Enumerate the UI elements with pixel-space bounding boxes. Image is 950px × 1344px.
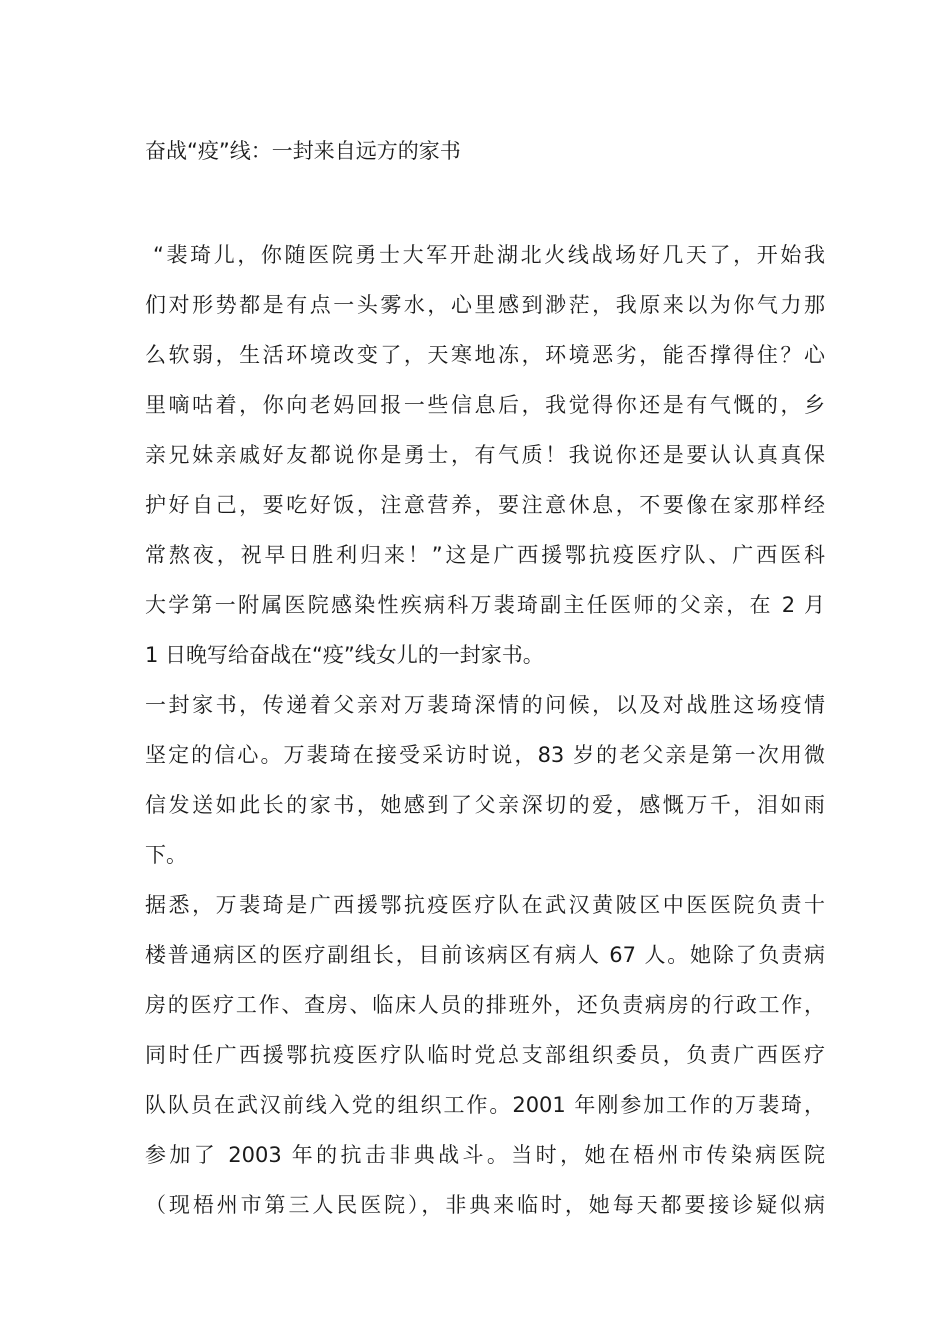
text-line: （现梧州市第三人民医院），非典来临时，她每天都要接诊疑似病 (145, 1193, 825, 1217)
text-line: 同时任广西援鄂抗疫医疗队临时党总支部组织委员，负责广西医疗 (145, 1043, 825, 1067)
text-line: 坚定的信心。万裴琦在接受采访时说，83 岁的老父亲是第一次用微 (145, 743, 825, 767)
text-line: 1 日晚写给奋战在“疫”线女儿的一封家书。 (145, 643, 544, 667)
text-line: 一封家书，传递着父亲对万裴琦深情的问候，以及对战胜这场疫情 (145, 693, 825, 717)
text-line: 们对形势都是有点一头雾水，心里感到渺茫，我原来以为你气力那 (145, 293, 825, 317)
text-line: 楼普通病区的医疗副组长，目前该病区有病人 67 人。她除了负责病 (145, 943, 825, 967)
text-line: 房的医疗工作、查房、临床人员的排班外，还负责病房的行政工作， (145, 993, 825, 1017)
text-line: 常熬夜，祝早日胜利归来！”这是广西援鄂抗疫医疗队、广西医科 (145, 543, 825, 567)
text-line: 么软弱，生活环境改变了，天寒地冻，环境恶劣，能否撑得住？心 (145, 343, 825, 367)
document-title: 奋战“疫”线：一封来自远方的家书 (145, 139, 461, 163)
text-line: 信发送如此长的家书，她感到了父亲深切的爱，感慨万千，泪如雨 (145, 793, 825, 817)
text-line: “裴琦儿，你随医院勇士大军开赴湖北火线战场好几天了，开始我 (153, 243, 825, 267)
text-line: 亲兄妹亲戚好友都说你是勇士，有气质！我说你还是要认认真真保 (145, 443, 825, 467)
text-line: 里嘀咕着，你向老妈回报一些信息后，我觉得你还是有气慨的，乡 (145, 393, 825, 417)
text-line: 护好自己，要吃好饭，注意营养，要注意休息，不要像在家那样经 (145, 493, 825, 517)
text-line: 据悉，万裴琦是广西援鄂抗疫医疗队在武汉黄陂区中医医院负责十 (145, 893, 825, 917)
document-body (145, 230, 825, 1230)
text-line: 队队员在武汉前线入党的组织工作。2001 年刚参加工作的万裴琦， (145, 1093, 825, 1117)
text-line: 参加了 2003 年的抗击非典战斗。当时，她在梧州市传染病医院 (145, 1143, 825, 1167)
text-line: 大学第一附属医院感染性疾病科万裴琦副主任医师的父亲，在 2 月 (145, 593, 825, 617)
text-line: 下。 (145, 843, 187, 867)
